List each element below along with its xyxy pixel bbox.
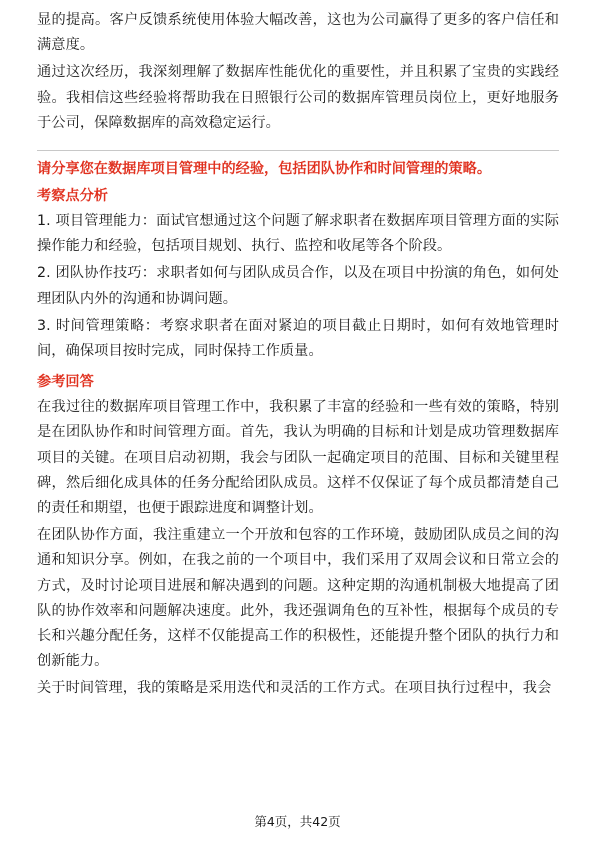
page-number-footer: 第4页，共42页 (254, 814, 341, 829)
analysis-item-1: 1. 项目管理能力：面试官想通过这个问题了解求职者在数据库项目管理方面的实际操作能力和经验，包括项目规划、执行、监控和收尾等各个阶段。 (37, 213, 559, 255)
answer-title: 参考回答 (37, 374, 94, 391)
analysis-item-2: 2. 团队协作技巧：求职者如何与团队成员合作，以及在项目中扮演的角色，如何处理团队内外的沟通和协调问题。 (37, 265, 559, 307)
intro-paragraph-2: 通过这次经历，我深刻理解了数据库性能优化的重要性，并且积累了宝贵的实践经验。我相信这些经验将帮助我在日照银行公司的数据库管理员岗位上，更好地服务于公司，保障数据库的高效稳定运行。 (37, 64, 559, 131)
section-divider (37, 150, 559, 151)
answer-paragraph-2: 在团队协作方面，我注重建立一个开放和包容的工作环境，鼓励团队成员之间的沟通和知识分享。例如，在我之前的一个项目中，我们采用了双周会议和日常立会的方式，及时讨论项目进展和解决遇到的问题。这种定期的沟通机制极大地提高了团队的协作效率和问题解决速度。此外，我还强调角色的互补性，根据每个成员的专长和兴趣分配任务，这样不仅能提高工作的积极性，还能提升整个团队的执行力和创新能力。 (37, 527, 559, 670)
analysis-title: 考察点分析 (37, 188, 108, 205)
answer-paragraph-3: 关于时间管理，我的策略是采用迭代和灵活的工作方式。在项目执行过程中，我会 (37, 680, 552, 697)
interview-question: 请分享您在数据库项目管理中的经验，包括团队协作和时间管理的策略。 (37, 161, 492, 178)
answer-paragraph-1: 在我过往的数据库项目管理工作中，我积累了丰富的经验和一些有效的策略，特别是在团队协作和时间管理方面。首先，我认为明确的目标和计划是成功管理数据库项目的关键。在项目启动初期，我会与团队一起确定项目的范围、目标和关键里程碑，然后细化成具体的任务分配给团队成员。这样不仅保证了每个成员都清楚自己的责任和期望，也便于跟踪进度和调整计划。 (37, 399, 559, 517)
analysis-item-3: 3. 时间管理策略：考察求职者在面对紧迫的项目截止日期时，如何有效地管理时间，确保项目按时完成，同时保持工作质量。 (37, 317, 559, 360)
intro-paragraph-1: 显的提高。客户反馈系统使用体验大幅改善，这也为公司赢得了更多的客户信任和满意度。 (37, 12, 559, 54)
page-content (37, 8, 559, 702)
